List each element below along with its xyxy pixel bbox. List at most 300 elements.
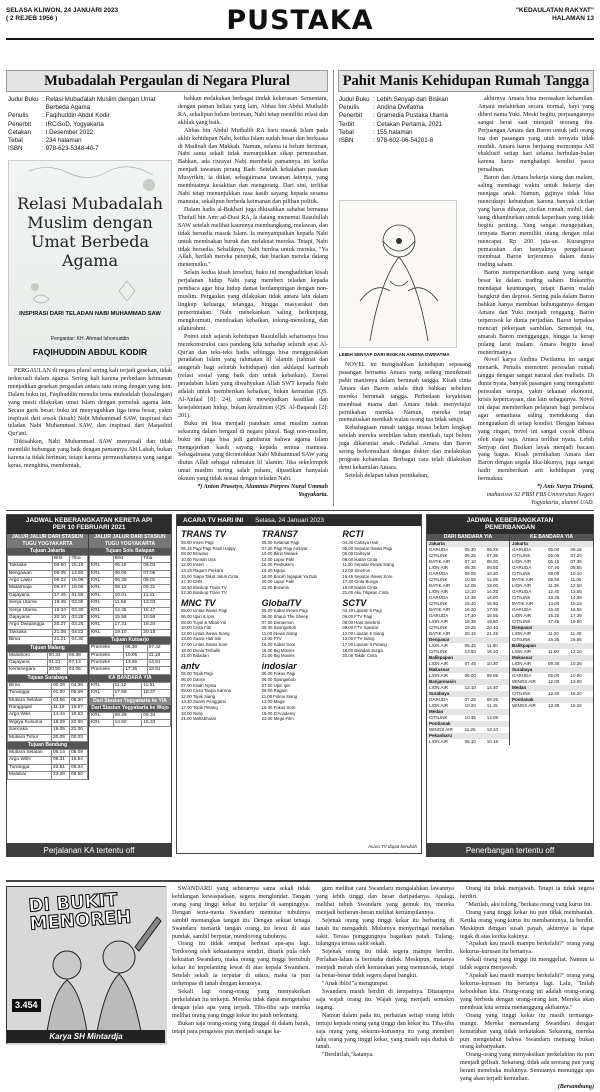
airline: BATIK AIR bbox=[429, 606, 451, 612]
table-row bbox=[90, 720, 171, 727]
paragraph: Sejenak orang yang tinggi kekar itu berbaring di tanah itu mengaduh. Mulutnya menyeringai menahan sakit. Terasa punggungnya bagaikan patah. Tulang-tulangnya terasa sakit sekali. bbox=[316, 917, 454, 948]
table-row bbox=[8, 622, 88, 629]
table-row bbox=[8, 682, 88, 689]
airline: CITILINK bbox=[429, 576, 448, 582]
arrive-time: 08.55 bbox=[570, 564, 582, 570]
program-item: 11.00 Seputar iNews Siang bbox=[342, 562, 395, 568]
airline: CITILINK bbox=[512, 618, 531, 624]
city-name: Balikpapan bbox=[429, 654, 454, 660]
program-item: 06.00 Dance bbox=[181, 677, 206, 683]
train-name: Matarmaja bbox=[8, 585, 53, 592]
program-item: 07.00 Upin Ipin bbox=[261, 682, 291, 688]
meta-colon: : bbox=[42, 128, 44, 136]
paragraph: Dikisahkan, Nabi Muhammad SAW menyesali dan tidak memiliki hubungan yang baik dengan pamannya Abi Lahab, bukan karena ia tidak beriman, tetapi karena permusuhannya yang sangat keras, menghina, membentak, bbox=[8, 439, 172, 470]
depart-time: 12.10 bbox=[464, 684, 476, 690]
arrive-time: 22.00 bbox=[69, 727, 87, 734]
arrive-time: 09.05 bbox=[486, 672, 499, 678]
meta-row bbox=[8, 96, 172, 112]
arrive-time: 03.00 bbox=[70, 600, 88, 607]
arrive-time: 04.38 bbox=[69, 682, 87, 689]
arrive-time: 13.03 bbox=[142, 600, 171, 607]
table-row bbox=[90, 622, 171, 629]
depart-time: 17.31 bbox=[113, 622, 142, 629]
train-name: Senja Utama bbox=[8, 600, 53, 607]
arrive-time: 07.42 bbox=[147, 645, 170, 652]
paragraph: "Marilah, aku tolong,"berkata orang yang kurus itu. bbox=[466, 901, 592, 908]
column-divider bbox=[333, 70, 334, 506]
paragraph: Selain kedua kisah tersebut, buku ini menghadirkan kisah perjalanan hidup Nabi yang memberi teladan kepada pembaca agar bisa hidup damai berdampingan dengan non-muslim. Pergaulan yang dilakukan tidak antara lain dalam lingkup keluarga, tetangga, hingga masyarakat dan pemerintahan. Nabi menekankan saling berkunjung, menghormati, mendoakan kebaikan, tolong-menolong, dan silaturahmi. bbox=[178, 270, 328, 332]
destination-heading: Tujuan Bandung bbox=[7, 742, 88, 749]
program-item: 09.00 FTV Spesial bbox=[342, 625, 378, 631]
arrive-time: 04.30 bbox=[70, 637, 88, 644]
tv-channel bbox=[262, 529, 337, 596]
arrive-time: 00.03 bbox=[69, 734, 87, 741]
airline: BATIK AIR bbox=[429, 630, 451, 636]
table-row bbox=[8, 697, 88, 704]
train-table bbox=[7, 652, 88, 675]
train-schedule-panel bbox=[6, 514, 172, 844]
table-row bbox=[8, 652, 88, 659]
table-row bbox=[8, 592, 88, 599]
train-name: Malioboro bbox=[8, 652, 48, 659]
arrive-time: 08.09 bbox=[69, 750, 87, 757]
depart-time: 20.15 bbox=[464, 630, 476, 636]
meta-colon: : bbox=[373, 136, 375, 144]
masthead-rule bbox=[6, 38, 594, 40]
program-item: 18.00 Dunia Terbalik bbox=[181, 647, 221, 653]
arrive-time: 08.01 bbox=[142, 577, 171, 584]
airline: LION AIR bbox=[512, 612, 532, 618]
arrive-time: 08.25 bbox=[486, 696, 499, 702]
program-item: 07.00 Kisah Nyata bbox=[181, 682, 217, 688]
arrive-time: 07.35 bbox=[570, 558, 582, 564]
depart-time: 12.00 bbox=[548, 678, 560, 684]
airline: GARUDA bbox=[512, 672, 532, 678]
airline: WINGS AIR bbox=[429, 726, 453, 732]
meta-row bbox=[8, 112, 172, 120]
paragraph: "Apakah kau masih mampu berkelahi?" orang yang kekurus-kurusan itu bertanya lagi. Lalu, "Inilah kebodohan kita. Orang-orang ini adalah orang-orang yang berbeda dengan orang-orang lain. Mereka akan membuat kita semua menanggung akibatnya." bbox=[460, 973, 594, 1011]
meta-row bbox=[8, 121, 172, 129]
depart-time: 06.25 bbox=[464, 552, 476, 558]
serial-col3 bbox=[460, 886, 594, 1091]
depart-time: 16.20 bbox=[464, 606, 476, 612]
depart-time: 19.34 bbox=[52, 607, 70, 614]
arrive-time: 20.18 bbox=[142, 629, 171, 636]
meta-colon: : bbox=[42, 120, 44, 128]
train-name: Gajayana bbox=[8, 660, 48, 667]
depart-time: 20.27 bbox=[52, 622, 70, 629]
table-row bbox=[8, 637, 88, 644]
arrive-time: 15.15 bbox=[570, 600, 582, 606]
depart-time: 07.25 bbox=[464, 696, 476, 702]
train-name: Prameks bbox=[90, 645, 124, 652]
article2-col4 bbox=[478, 96, 594, 507]
train-name: Wijaya Kusuma bbox=[8, 719, 52, 726]
tv-header bbox=[177, 515, 421, 526]
arrive-time: 13.55 bbox=[570, 588, 582, 594]
airline: GARUDA bbox=[429, 594, 449, 600]
title: JADWAL KEBERANGKATAN KERETA API bbox=[25, 517, 153, 524]
depart-time: 00.34 bbox=[47, 652, 67, 659]
article2-book-cover bbox=[339, 200, 457, 348]
arrive-time: 15.47 bbox=[142, 607, 171, 614]
depart-time: 09.30 bbox=[548, 660, 560, 666]
depart-time: 09.00 bbox=[548, 672, 560, 678]
airline: LION AIR bbox=[429, 702, 449, 708]
city-name: Denpasar bbox=[512, 624, 533, 630]
train-left bbox=[7, 534, 89, 780]
depart-time: 11.00 bbox=[548, 648, 559, 654]
paragraph: "Apakah kau masih mampu berkelahi?" orang yang kekurus-kurusan itu bertanya. bbox=[460, 941, 594, 956]
blank-cell bbox=[8, 555, 53, 562]
arrive-time: 21.25 bbox=[486, 630, 499, 636]
depart-time: 14.44 bbox=[51, 712, 69, 719]
meta-row bbox=[8, 137, 172, 145]
channel-logo: antv bbox=[181, 660, 200, 671]
paragraph: Namun dalam pada itu, perhatian setiap orang lebih tertuju kepada orang yang tinggi dan kekar itu. Tiba-tiba saja orang yang sekurus-kurusnya itu yang memberi tahu orang yang tinggi kekar, yang masih saja duduk di tanah. bbox=[316, 1012, 454, 1051]
city-name: Denpasar bbox=[429, 636, 450, 642]
table-row bbox=[8, 750, 88, 757]
airline: LION AIR bbox=[429, 642, 449, 648]
depart-time: 08.50 bbox=[52, 563, 70, 570]
program-item: 17.30 CNN bbox=[181, 579, 203, 585]
arrive-time: 18.37 bbox=[142, 690, 171, 697]
train-block bbox=[89, 705, 171, 728]
meta-key: Tebal bbox=[339, 128, 354, 136]
airline: CITILINK bbox=[512, 552, 531, 558]
airline: LION AIR bbox=[512, 582, 532, 588]
paragraph: Sekali orang yang tinggi itu menggeliat. Namun ia tidak segera menjawab. bbox=[460, 957, 594, 972]
train-name: Senja Utama bbox=[8, 607, 53, 614]
table-row bbox=[90, 607, 171, 614]
train-block bbox=[7, 645, 88, 675]
depart-time: 20.05 bbox=[51, 734, 69, 741]
date: SELASA KLIWON, 24 JANUARI 2023 bbox=[6, 7, 119, 14]
depart-time: 09.50 bbox=[548, 576, 560, 582]
train-block bbox=[7, 742, 88, 780]
serial-comic bbox=[6, 886, 166, 1044]
meta-value: Andina Dwifatma bbox=[376, 104, 424, 112]
depart-time: 09.05 bbox=[464, 570, 476, 576]
train-name: Argo Wilis bbox=[8, 757, 52, 764]
program-item: 11.00 Fokus Siang bbox=[261, 693, 298, 699]
city-name: Medan bbox=[512, 684, 527, 690]
table-header-row bbox=[8, 555, 88, 562]
table-row bbox=[90, 563, 171, 570]
train-name: Sancaka bbox=[8, 727, 52, 734]
train-block bbox=[89, 534, 171, 637]
depart-time: 20.50 bbox=[47, 667, 67, 674]
article2-book-meta bbox=[339, 96, 473, 145]
depart-time: 18.29 bbox=[51, 719, 69, 726]
tv-date: Selasa, 24 Januari 2023 bbox=[255, 517, 325, 524]
program-item: 08.30 SpongeBob bbox=[261, 625, 297, 631]
program-item: 12.00 Lintas iNews Siang bbox=[181, 630, 230, 636]
paragraph: Abbas bin Abdul Muthalib RA baru masuk Islam pada akhir kehidupan Nabi, ketika Islam sudah besar dan berkuasa di Madinah dan Makkah. Namun, selama ia belum beriman, Nabi sama sekali tidak menunjukkan sikap permusuhan. Bahkan, ada riwayat Nabi membela pamannya ini ketika menjadi tawanan perang Badr. Setelah kekalahan pasukan Musyrikin, ia diikat, sebagaimana tawanan lainnya, yang membuatnya kesakitan dan mengerang. Dari sini, terlihat Nabi tetap menunjukkan rasa kasih sayang kepada sesama manusia, sekalipun berbeda keimanan dan pilihan politik. bbox=[178, 127, 328, 205]
cover-illustration bbox=[340, 201, 458, 349]
city-name: Jakarta bbox=[429, 540, 445, 546]
paragraph: gum melihat cara Swandaru mengalahkan lawannya yang lebih tinggi dan besar daripadanya. Apalagi melihat tubuh Swandaru yang gemuk itu, mereka menjadi berheran-heran melihat ketrampilannya. bbox=[316, 886, 454, 916]
meta-value: Cetakan Pertama, 2021 bbox=[376, 120, 443, 128]
program-item: 06.15 Pagi Pagi Pasti Happy bbox=[181, 545, 236, 551]
program-item: 10.00 Bikin Mewek bbox=[261, 551, 298, 557]
arrive-time: 03.28 bbox=[70, 614, 88, 621]
meta-colon: : bbox=[373, 120, 375, 128]
meta-value: Faqihuddin Abdul Kodir bbox=[45, 112, 110, 120]
depart-time: 03.56 bbox=[51, 697, 69, 704]
destination-heading: KA BANDARA YIA bbox=[89, 675, 171, 682]
meta-colon: : bbox=[42, 136, 44, 144]
javanese-date: ( 2 REJEB 1956 ) bbox=[6, 15, 58, 23]
destination-heading: Tujuan Surabaya bbox=[7, 675, 88, 682]
table-row bbox=[8, 563, 88, 570]
destination-heading: Tujuan Solo Balapan bbox=[89, 548, 171, 555]
tv-channel bbox=[181, 529, 256, 596]
meta-key: Penerbit bbox=[8, 120, 32, 128]
arrive-time: 07.20 bbox=[570, 552, 582, 558]
meta-key: Penerbit bbox=[339, 112, 363, 120]
program-item: 21.00 Aku Titipkan Cinta bbox=[342, 590, 389, 596]
article1-col2 bbox=[178, 96, 328, 504]
program-item: 12.00 Liputan 6 Siang bbox=[342, 630, 385, 636]
arrive-time: 11.18 bbox=[147, 652, 170, 659]
train-name: KRL bbox=[90, 712, 114, 719]
program-item: 04.30 Liputan 6 Pagi bbox=[342, 608, 382, 614]
meta-row bbox=[8, 145, 172, 153]
depart-time: 17.58 bbox=[113, 690, 142, 697]
program-item: 21.00 Big Movies bbox=[261, 653, 295, 659]
depart-time: 05.15 bbox=[113, 563, 142, 570]
depart-time: 11.35 bbox=[548, 582, 559, 588]
col-tiba: Tiba bbox=[70, 555, 88, 562]
program-item: 08.00 Halo Selebriti bbox=[342, 619, 380, 625]
train-footer: Perjalanan KA tertentu off bbox=[6, 844, 172, 857]
page-number: HALAMAN 13 bbox=[552, 15, 594, 23]
depart-time: 07.40 bbox=[548, 564, 560, 570]
table-row bbox=[8, 734, 88, 741]
arrive-time: 17.35 bbox=[570, 612, 582, 618]
airline: BATIK AIR bbox=[429, 582, 451, 588]
train-name: KRL bbox=[90, 600, 114, 607]
depart-time: 10.01 bbox=[113, 592, 142, 599]
col-brkt: Brkt bbox=[113, 555, 142, 562]
flight-right bbox=[510, 534, 593, 745]
train-table bbox=[7, 682, 88, 742]
meta-value: IRCiSoD, Yogyakarta bbox=[45, 120, 104, 128]
arrive-time: 16.10 bbox=[486, 648, 499, 654]
meta-key: Penulis bbox=[339, 104, 360, 112]
program-item: 13.00 Suara Hati Istri bbox=[181, 636, 222, 642]
depart-time: 08.13 bbox=[113, 585, 142, 592]
program-item: 05.00 Seputar iNews Pagi bbox=[342, 545, 393, 551]
arrive-time: 22.50 bbox=[69, 719, 87, 726]
arrive-time: 09.55 bbox=[486, 564, 499, 570]
depart-time: 06.06 bbox=[113, 570, 142, 577]
meta-row bbox=[339, 112, 450, 120]
arrive-time: 05.49 bbox=[69, 690, 87, 697]
flight-schedule-title bbox=[427, 515, 593, 534]
train-name: KRL bbox=[90, 720, 114, 727]
arrive-time: 07.05 bbox=[142, 570, 171, 577]
train-schedule-title bbox=[7, 515, 171, 534]
table-row bbox=[90, 585, 171, 592]
program-item: 21.00 Bidadari bbox=[181, 653, 209, 659]
program-item: 17.00 Topik Petang bbox=[181, 704, 218, 710]
airline: CITILINK bbox=[429, 552, 448, 558]
channel-logo: MNC TV bbox=[181, 597, 216, 608]
table-row bbox=[90, 577, 171, 584]
table-row bbox=[8, 607, 88, 614]
paragraph: Sejenak orang itu tidak segera mampu berdiri. Perlahan-lahan ia berusaha duduk. Meskipun, matanya menjadi merah oleh kemarahan yang memuncak, tetapi ia benar-benar tidak segera dapat bangkit. bbox=[316, 949, 454, 980]
program-item: 12.00 Topik Siang bbox=[181, 693, 216, 699]
arrive-time: 08.20 bbox=[486, 558, 499, 564]
flight-footer: Penerbangan tertentu off bbox=[426, 844, 594, 857]
cover-author: FAQIHUDDIN ABDUL KODIR bbox=[32, 347, 148, 357]
depart-time: 14.00 bbox=[548, 600, 560, 606]
train-name: Taksaka bbox=[8, 563, 53, 570]
tv-schedule-panel bbox=[176, 514, 422, 854]
table-row bbox=[90, 667, 171, 674]
paragraph: Buku ini bisa menjadi panduan umat muslim zaman sekarang dalam bergaul di negara plural. Bagi non-muslim, buku ini juga bisa jadi gambaran bahwa agama Islam mengajarkan kasih sayang kepada semua manusia. Sebagaimana yang dicontohkan Nabi Muhammad SAW yang diutus Allah sebagai rahmatan lil 'alamin. Jika sekelompok umat muslim sering salah paham, dipastikan hanyalah oknum yang tidak sesuai dengan teladan Nabi. bbox=[178, 420, 328, 483]
airline: LION AIR bbox=[512, 558, 532, 564]
comic-author: Karya SH Mintardja bbox=[7, 1030, 165, 1043]
arrive-time: 11.15 bbox=[486, 702, 498, 708]
cover-subtitle: INSPIRASI DARI TELADAN NABI MUHAMMAD SAW bbox=[19, 311, 161, 317]
airline: BATIK AIR bbox=[512, 576, 534, 582]
arrive-time: 16.59 bbox=[142, 614, 171, 621]
train-name: KRL bbox=[90, 690, 114, 697]
meta-row bbox=[339, 129, 450, 137]
program-item: 19.00 Ikatan Cinta bbox=[342, 584, 378, 590]
train-name: KRL bbox=[90, 622, 114, 629]
tv-channel bbox=[342, 529, 417, 596]
train-name: Malabar bbox=[8, 772, 52, 779]
train-name: Prameks bbox=[90, 667, 124, 674]
col-brkt: Brkt bbox=[52, 555, 70, 562]
table-row bbox=[8, 570, 88, 577]
program-item: 17.00 Lintas iNews Sore bbox=[181, 642, 228, 648]
city-name: Pontianak bbox=[512, 696, 534, 702]
airline: LION AIR bbox=[429, 738, 449, 744]
train-name: Gajayana bbox=[8, 614, 53, 621]
depart-time: 01.21 bbox=[47, 660, 67, 667]
meta-row bbox=[8, 129, 172, 137]
airline: GARUDA bbox=[512, 546, 532, 552]
table-row bbox=[8, 727, 88, 734]
tv-channel bbox=[262, 661, 337, 722]
subtitle: PER 10 FEBRUARI 2021 bbox=[52, 524, 126, 532]
cover-preface: Pengantar: KH. Ahmad Ishomuddin bbox=[50, 336, 130, 342]
train-name: KRL bbox=[90, 629, 114, 636]
program-item: 16.30 Fokus Sore bbox=[261, 704, 296, 710]
depart-time: 12.05 bbox=[464, 582, 476, 588]
meta-value: 234 halaman bbox=[45, 136, 82, 144]
channel-logo: RCTI bbox=[342, 529, 364, 540]
arrive-time: 11.05 bbox=[570, 576, 582, 582]
table-row bbox=[90, 652, 171, 659]
program-item: 18.00 Bidadari Surga bbox=[342, 647, 383, 653]
meta-key: Tebal bbox=[8, 136, 23, 144]
depart-time: 13.40 bbox=[548, 690, 560, 696]
arrive-time: 07.13 bbox=[67, 660, 87, 667]
depart-time: 15.40 bbox=[464, 600, 476, 606]
paragraph: Potret utuh sejarah kehidupan Rasulullah seharusnya bisa merekonstruksi cara pandang kita terhadap seluruh ayat Al-Qur'an dan teks-teks hadis sehingga bisa menggerakkan peradaban Islam yang rahmatan lil 'alamin (rahmat dan anugerah bagi seluruh kehidupan) dan akhlaqul karimah (relasi sosial yang baik dan untuk kebaikan). Esensi peradaban Islam yang diwahyukan Allah SWT kepada Nabi adalah untuk memberikan kebaikan, bukan kematian (QS. Al-Anfaal [8]: 24), untuk mewujudkan keadilan dan kesejahteraan hidup, bukan kezaliman (QS. Al-Baqarah [2]: 201). bbox=[178, 333, 328, 419]
article1-book-cover bbox=[8, 160, 172, 366]
train-schedule-body bbox=[7, 534, 171, 780]
depart-time: 06.00 bbox=[464, 672, 476, 678]
arrive-time: 20.40 bbox=[486, 624, 499, 630]
depart-time: 14.45 bbox=[113, 607, 142, 614]
destination-heading: Tujuan Malang bbox=[7, 645, 88, 652]
airline: LION AIR bbox=[429, 588, 449, 594]
author-signature: *) Anton Prasetyo, Alumnus Porpres Nurul Ummah Yogyakarta. bbox=[197, 484, 328, 499]
article1-col1 bbox=[8, 368, 172, 504]
depart-time: 12.40 bbox=[548, 588, 560, 594]
paragraph: Dalam hadis al-Bukhari juga dikisahkan sahabat bernama Thufail bin Amr ad-Dusi RA, la datang menemui Rasulullah SAW setelah melihat kaumnya membangkang, melawan, dan tidak bersedia masuk Islam. la menyampaikan kepada Nabi untuk mendoakan buruk dan melaknat mereka. Tetapi, Nabi tidak bersedia. Sebaliknya, Nabi berdoa untuk mereka, "Ya Allah, berilah mereka petunjuk, dan biarkan mereka datang menemuiku." bbox=[178, 206, 328, 269]
flight-row bbox=[427, 739, 509, 745]
city-name: Pontianak bbox=[429, 720, 451, 726]
airline: CITILINK bbox=[429, 648, 448, 654]
channel-logo: indosiar bbox=[261, 660, 297, 671]
tv-channel bbox=[181, 661, 256, 722]
program-item: 06.00 FTV Pagi bbox=[342, 614, 373, 620]
program-item: 05.00 Kabar iNews Pagi bbox=[261, 608, 308, 614]
newspaper-name: "KEDAULATAN RAKYAT" bbox=[515, 7, 594, 14]
train-name: KRL bbox=[90, 570, 114, 577]
depart-time: 09.29 bbox=[113, 712, 142, 719]
arrive-time: 12.10 bbox=[570, 648, 582, 654]
table-row bbox=[8, 660, 88, 667]
destination-heading: Dari Stasiun Yogyakarta ke Wojo bbox=[89, 705, 171, 712]
arrive-time: 11.00 bbox=[486, 642, 498, 648]
train-name: Turangga bbox=[8, 764, 52, 771]
arrive-time: 11.51 bbox=[142, 682, 171, 689]
meta-key: Terbit bbox=[339, 120, 355, 128]
table-row bbox=[90, 570, 171, 577]
airline: LION AIR bbox=[429, 672, 449, 678]
train-name: KRL bbox=[90, 577, 114, 584]
arrive-time: 13.05 bbox=[486, 714, 499, 720]
train-name: KRL bbox=[90, 592, 114, 599]
arrive-time: 10.35 bbox=[570, 660, 582, 666]
program-item: 06.00 Dahsyat bbox=[342, 551, 371, 557]
airline: LION AIR bbox=[512, 630, 532, 636]
program-item: 10.00 Rumah Uya bbox=[181, 556, 216, 562]
program-item: 07.30 Pagi Pagi Ambyar bbox=[261, 545, 308, 551]
serial-col1 bbox=[172, 886, 310, 1044]
arrive-time: 16.20 bbox=[570, 690, 582, 696]
program-item: 15.00 Pesbukers bbox=[261, 562, 294, 568]
train-name: Gajayana bbox=[8, 592, 53, 599]
depart-time: 07.10 bbox=[464, 558, 476, 564]
airline: LION AIR bbox=[429, 618, 449, 624]
section-divider bbox=[6, 510, 594, 511]
arrive-time: 09.34 bbox=[142, 712, 171, 719]
arrive-time: 04.22 bbox=[70, 629, 88, 636]
airline: GARUDA bbox=[429, 546, 449, 552]
train-name: Argo Dwipangga bbox=[8, 622, 53, 629]
arrive-time: 16.50 bbox=[486, 600, 499, 606]
program-item: 08.00 Brownis bbox=[181, 551, 209, 557]
paragraph: Setelah delapan tahun pernikahan, bbox=[345, 472, 429, 479]
depart-time: 11.25 bbox=[464, 726, 476, 732]
program-item: 18.00 Bocah Ngapak Ya Dab bbox=[261, 573, 317, 579]
arrive-time: 13.00 bbox=[570, 678, 582, 684]
channel-logo: GlobalTV bbox=[261, 597, 302, 608]
meta-row bbox=[339, 104, 450, 112]
train-block bbox=[89, 637, 171, 675]
city-name: Makassar bbox=[512, 654, 533, 660]
